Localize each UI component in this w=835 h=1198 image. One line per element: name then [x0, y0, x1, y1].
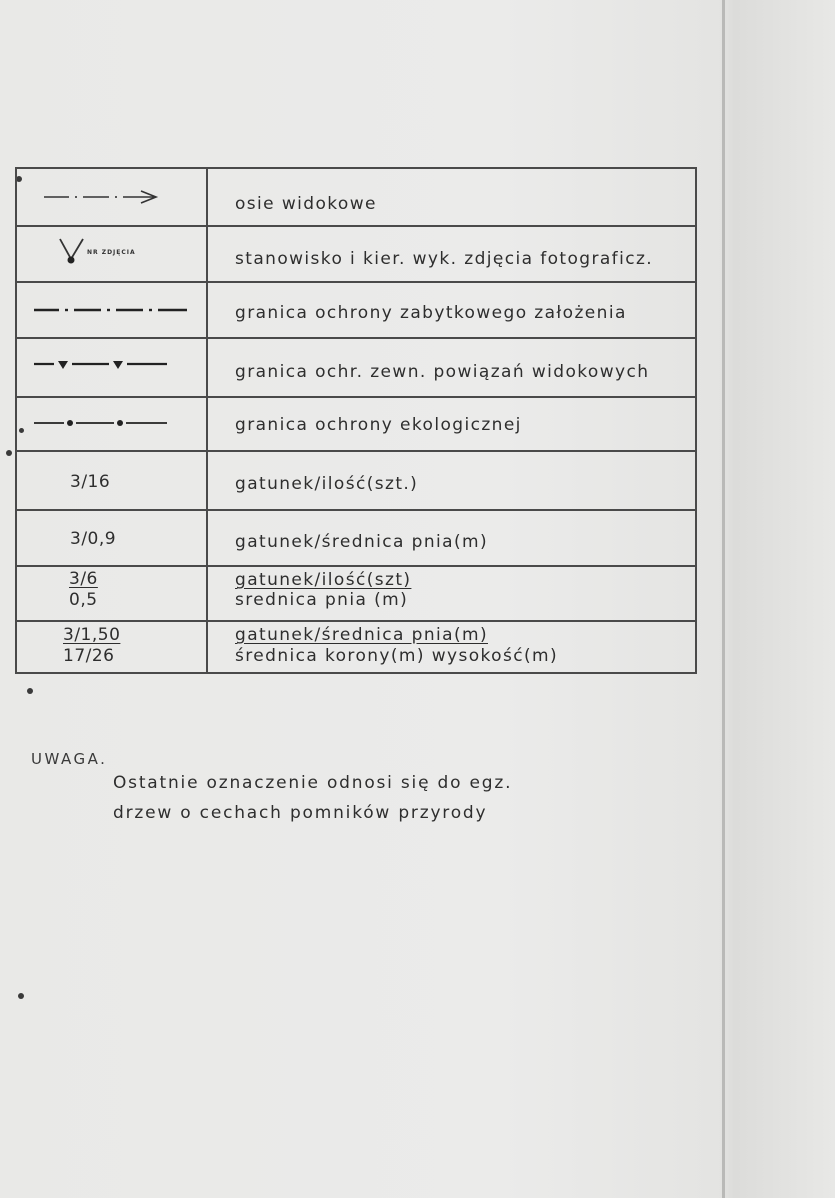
viewing-axis-arrow-icon — [17, 169, 207, 225]
row-divider — [17, 450, 695, 452]
row-divider — [17, 565, 695, 567]
species-diameter-top-value: 3/1,50 — [63, 625, 121, 645]
dot-dash-boundary-icon — [17, 396, 207, 450]
scan-speck — [27, 688, 33, 694]
crown-height-bottom-value: 17/26 — [63, 646, 115, 666]
triangle-dash-boundary-icon — [17, 337, 207, 396]
legend-description-bottom: srednica pnia (m) — [235, 590, 409, 610]
legend-description: stanowisko i kier. wyk. zdjęcia fotograficz. — [235, 249, 654, 269]
trunk-diameter-bottom-value: 0,5 — [69, 590, 98, 610]
note-line-2: drzew o cechach pomników przyrody — [113, 803, 488, 823]
page-fold-line — [722, 0, 725, 1198]
camera-station-icon — [17, 225, 207, 281]
legend-description-top: gatunek/średnica pnia(m) — [235, 625, 488, 645]
dash-dot-boundary-icon — [17, 281, 207, 337]
legend-description: osie widokowe — [235, 194, 377, 214]
scan-speck — [18, 993, 24, 999]
species-diameter-value: 3/0,9 — [70, 529, 117, 549]
photo-number-label: NR ZDJĘCIA — [87, 249, 136, 256]
legend-description-bottom: średnica korony(m) wysokość(m) — [235, 646, 558, 666]
legend-description-top: gatunek/ilość(szt) — [235, 570, 412, 590]
row-divider — [17, 620, 695, 622]
legend-description: granica ochr. zewn. powiązań widokowych — [235, 362, 650, 382]
legend-description: gatunek/średnica pnia(m) — [235, 532, 488, 552]
scan-speck — [6, 450, 12, 456]
legend-description: granica ochrony ekologicznej — [235, 415, 522, 435]
legend-description: granica ochrony zabytkowego założenia — [235, 303, 627, 323]
legend-table — [15, 167, 697, 674]
row-divider — [17, 509, 695, 511]
note-line-1: Ostatnie oznaczenie odnosi się do egz. — [113, 773, 513, 793]
species-count-top-value: 3/6 — [69, 569, 98, 589]
species-count-value: 3/16 — [70, 472, 111, 492]
note-heading: UWAGA. — [31, 750, 108, 768]
legend-description: gatunek/ilość(szt.) — [235, 474, 419, 494]
